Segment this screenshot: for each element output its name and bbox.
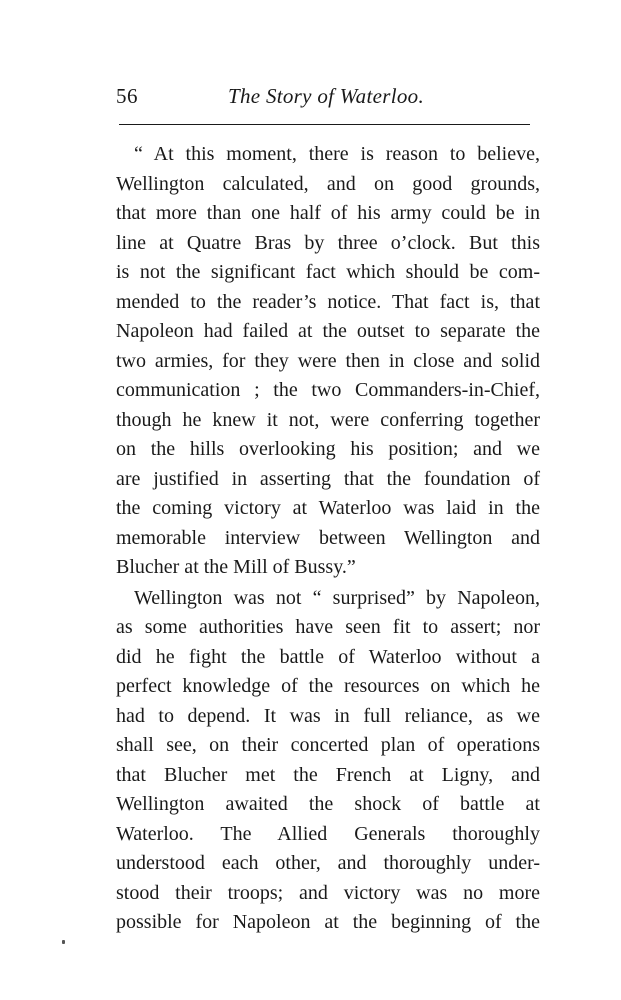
text-line: memorable interview between Wellington and (116, 526, 540, 549)
text-line: “ At this moment, there is reason to believe, (134, 143, 540, 165)
text-line: the coming victory at Waterloo was laid in the (116, 497, 540, 519)
text-line: shall see, on their concerted plan of operations (116, 734, 540, 756)
header-rule (119, 124, 530, 125)
body-text (116, 140, 540, 938)
text-line: though he knew it not, were conferring together (116, 408, 540, 431)
text-line: two armies, for they were then in close and solid (116, 349, 540, 372)
text-line: did he fight the battle of Waterloo without a (116, 645, 540, 668)
text-line: stood their troops; and victory was no more (116, 881, 540, 904)
text-line: mended to the reader’s notice. That fact is, that (116, 290, 540, 313)
paragraph-body (116, 584, 540, 938)
paper-speck (62, 940, 65, 944)
text-line: Napoleon had failed at the outset to separate the (116, 320, 540, 342)
text-line: possible for Napoleon at the beginning of the (116, 911, 540, 933)
running-title: The Story of Waterloo. (228, 84, 424, 108)
paragraph-quote (116, 140, 540, 583)
text-line: had to depend. It was in full reliance, as we (116, 704, 540, 727)
text-line: that Blucher met the French at Ligny, and (116, 763, 540, 786)
text-line: are justified in asserting that the foundation of (116, 467, 540, 490)
text-line: is not the significant fact which should be com- (116, 261, 540, 283)
page-header (116, 84, 530, 114)
text-line: on the hills overlooking his position; and we (116, 438, 540, 460)
text-line: understood each other, and thoroughly under- (116, 852, 540, 874)
page-number: 56 (116, 84, 138, 108)
text-line: Wellington was not “ surprised” by Napoleon, (134, 586, 540, 609)
text-line: Wellington calculated, and on good grounds, (116, 172, 540, 195)
text-line: as some authorities have seen fit to assert; nor (116, 616, 540, 638)
text-line: Wellington awaited the shock of battle at (116, 793, 540, 815)
text-line: perfect knowledge of the resources on which he (116, 675, 540, 697)
text-line: Waterloo. The Allied Generals thoroughly (116, 822, 540, 845)
text-line: that more than one half of his army could be in (116, 202, 540, 224)
text-line: Blucher at the Mill of Bussy.” (116, 556, 356, 578)
text-line: line at Quatre Bras by three o’clock. But this (116, 231, 540, 254)
text-line: communication ; the two Commanders-in-Chief, (116, 379, 540, 401)
